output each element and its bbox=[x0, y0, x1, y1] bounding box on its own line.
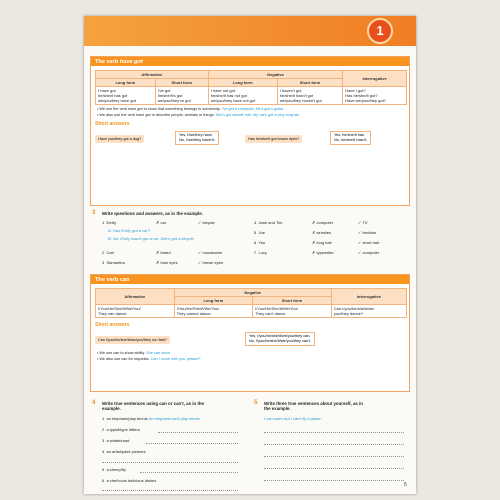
exercise-item: 1 Emily bbox=[102, 220, 117, 225]
short-answer-box: Yes, he/she/it has. No, he/she/it hasn't. bbox=[330, 131, 371, 145]
exercise-item: ✓ moustache bbox=[198, 250, 223, 255]
table-cell: I've got he/she/it's got we/you/they've got bbox=[155, 87, 208, 105]
exercise-item: ✗ typewriter bbox=[312, 250, 334, 255]
short-answers-title: Short answers bbox=[95, 322, 130, 328]
exercise-item: 4 Jane and Tim bbox=[254, 220, 283, 225]
answer-line[interactable] bbox=[140, 472, 238, 473]
exercise-item: ✓ short hair bbox=[358, 240, 380, 245]
head-affirmative: Affirmative bbox=[96, 71, 209, 79]
usage-notes: • We use the verb have got to show that something belongs to somebody. I've got a computer. He's got a guitar. • We also use the verb have got to describe people, animals or things. She's got blonde hair. My cat's got a very long tail. bbox=[97, 107, 300, 117]
head-short-form: Short form bbox=[277, 79, 342, 87]
exercise-item: ✓ freckles bbox=[358, 230, 377, 235]
can-table bbox=[95, 288, 407, 318]
answer-line[interactable] bbox=[264, 480, 404, 481]
box-title bbox=[91, 57, 409, 66]
unit-badge: 1 bbox=[367, 18, 393, 44]
answer-line[interactable] bbox=[146, 443, 238, 444]
head-negative: Negative bbox=[174, 289, 331, 297]
exercise-instruction: Write questions and answers, as in the example. bbox=[102, 211, 203, 216]
head-short-form: Short form bbox=[253, 297, 332, 305]
usage-notes: • We use can to show ability. She can swim. • We also use can for requests. Can I come with you, please? bbox=[97, 351, 201, 361]
head-long-form: Long form bbox=[174, 297, 253, 305]
exercise-item: ✗ beard bbox=[156, 250, 171, 255]
exercise-instruction: Write true sentences using can or can't, as in the example. bbox=[102, 401, 204, 412]
answer-line[interactable] bbox=[264, 456, 404, 457]
answer-line[interactable] bbox=[264, 432, 404, 433]
exercise-item: ✓ brown eyes bbox=[198, 260, 223, 265]
box-title-prefix: The verb bbox=[95, 59, 120, 65]
short-answer-box: Yes, I/we/they have. No, I/we/they haven't. bbox=[175, 131, 219, 145]
table-cell: I haven't got he/she/it hasn't got we/you/they haven't got bbox=[277, 87, 342, 105]
grammar-box-have-got bbox=[90, 56, 410, 206]
short-answer-question: Have you/they got a dog? bbox=[95, 135, 144, 143]
exercise-item: 2 a typist/type letters bbox=[102, 427, 140, 432]
exercise-item: 4 an artist/paint pictures bbox=[102, 449, 146, 454]
table-cell: I/You/He/She/It/We/You/ They cannot dance. bbox=[174, 305, 253, 318]
table-cell: Have I got? Has he/she/it got? Have we/you/they got? bbox=[343, 87, 407, 105]
exercise-instruction: Write three true sentences about yourself, as in the example. bbox=[264, 401, 363, 412]
short-answers-row bbox=[95, 330, 405, 348]
exercise-item: 7 Lucy bbox=[254, 250, 267, 255]
table-cell: I/You/He/She/It/We/You/ They can dance. bbox=[96, 305, 175, 318]
table-cell: Can I/you/he/she/it/we/ you/they dance? bbox=[331, 305, 406, 318]
exercise-item: 3 Samantha bbox=[102, 260, 125, 265]
head-affirmative: Affirmative bbox=[96, 289, 175, 305]
head-interrogative: Interrogative bbox=[343, 71, 407, 87]
box-title-emphasis: have got bbox=[119, 59, 143, 65]
exercise-number: 3 bbox=[92, 210, 96, 216]
answer-line[interactable] bbox=[158, 432, 238, 433]
exercise-item: 5 Joe bbox=[254, 230, 265, 235]
short-answer-question: Can I/you/he/she/it/we/you/they run fast? bbox=[95, 336, 170, 344]
exercise-item: 6 a chef/cook delicious dishes bbox=[102, 478, 157, 483]
short-answers-title: Short answers bbox=[95, 121, 130, 127]
head-interrogative: Interrogative bbox=[331, 289, 406, 305]
answer-line[interactable] bbox=[264, 444, 404, 445]
page-number: 5 bbox=[404, 482, 407, 488]
exercise-number: 5 bbox=[254, 400, 258, 406]
box-title bbox=[91, 275, 409, 284]
table-cell: I have not got he/she/it has not got we/you/they have not got bbox=[208, 87, 277, 105]
head-short-form: Short form bbox=[155, 79, 208, 87]
answer-line[interactable] bbox=[102, 490, 238, 491]
short-answer-box: Yes, I/you/he/she/it/we/you/they can. No, I/you/he/she/it/we/you/they can't. bbox=[245, 332, 315, 346]
head-long-form: Long form bbox=[208, 79, 277, 87]
answer-line[interactable] bbox=[264, 468, 404, 469]
exercise-item: 5 a sheep/fly bbox=[102, 467, 126, 472]
exercise-item: 2 Carl bbox=[102, 250, 114, 255]
example-answer: A: Has Emily got a car? bbox=[108, 228, 150, 233]
exercise-item: ✓ TV bbox=[358, 220, 368, 225]
exercise-item: ✗ long hair bbox=[312, 240, 332, 245]
answer-line[interactable] bbox=[102, 462, 238, 463]
exercise-item: 3 a whale/read bbox=[102, 438, 130, 443]
table-cell: I/You/He/She/It/We/You/ They can't dance. bbox=[253, 305, 332, 318]
have-got-table bbox=[95, 70, 407, 105]
exercise-item: ✗ computer bbox=[312, 220, 334, 225]
exercise-number: 4 bbox=[92, 400, 96, 406]
textbook-page bbox=[84, 16, 416, 494]
exercise-item: ✓ bicycle bbox=[198, 220, 215, 225]
example-answer: B: No, Emily hasn't got a car. She's got a bicycle. bbox=[108, 236, 195, 241]
short-answers-row bbox=[95, 129, 405, 147]
head-long-form: Long form bbox=[96, 79, 156, 87]
table-cell: I have got he/she/it has got we/you/they have got bbox=[96, 87, 156, 105]
short-answer-question: Has he/she/it got brown eyes? bbox=[245, 135, 302, 143]
box-title-prefix: The verb bbox=[95, 277, 120, 283]
exercise-item: ✗ wrinkles bbox=[312, 230, 331, 235]
grammar-box-can bbox=[90, 274, 410, 392]
head-negative: Negative bbox=[208, 71, 342, 79]
exercise-item: 6 You bbox=[254, 240, 266, 245]
exercise-item: ✗ blue eyes bbox=[156, 260, 178, 265]
example-answer: I can swim but I can't fly a plane. bbox=[264, 416, 322, 421]
box-title-emphasis: can bbox=[119, 277, 130, 283]
exercise-item: ✗ car bbox=[156, 220, 167, 225]
exercise-item: ✓ computer bbox=[358, 250, 380, 255]
exercise-item: 1 an elephant/play tennis An elephant can't play tennis. bbox=[102, 416, 201, 421]
